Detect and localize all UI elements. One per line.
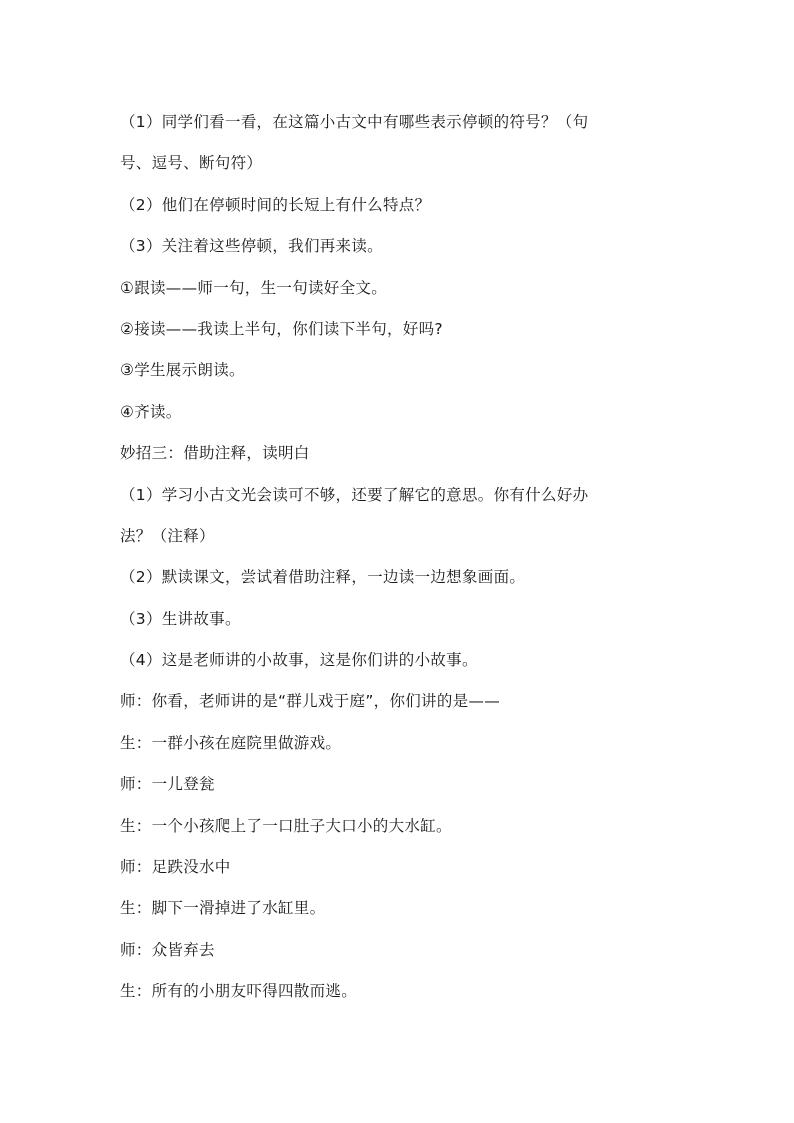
dialogue-teacher-4: 师：众皆弃去 [120, 940, 215, 959]
document-body [120, 102, 680, 1013]
dialogue-teacher-2: 师：一儿登瓮 [120, 775, 215, 794]
dialogue-teacher-1: 师：你看，老师讲的是“群儿戏于庭”，你们讲的是—— [120, 692, 501, 711]
tip-3-item-1-line-2: 法？（注释） [120, 526, 215, 545]
tip-3-item-2: （2）默读课文，尝试着借助注释，一边读一边想象画面。 [120, 568, 526, 587]
tip-3-item-4: （4）这是老师讲的小故事，这是你们讲的小故事。 [120, 651, 478, 670]
dialogue-student-4: 生：所有的小朋友吓得四散而逃。 [120, 982, 358, 1001]
question-1-line-1: （1）同学们看一看，在这篇小古文中有哪些表示停顿的符号？（句 [120, 113, 589, 131]
dialogue-student-1: 生：一群小孩在庭院里做游戏。 [120, 733, 342, 752]
question-3: （3）关注着这些停顿，我们再来读。 [120, 237, 383, 256]
question-1-line-2: 号、逗号、断句符） [120, 154, 263, 173]
question-2: （2）他们在停顿时间的长短上有什么特点？ [120, 195, 431, 214]
dialogue-teacher-3: 师：足跌没水中 [120, 858, 231, 877]
dialogue-student-3: 生：脚下一滑掉进了水缸里。 [120, 899, 326, 918]
step-relay-reading: ②接读——我读上半句，你们读下半句，好吗? [120, 319, 443, 338]
tip-3-item-3: （3）生讲故事。 [120, 609, 241, 628]
step-group-reading: ④齐读。 [120, 402, 182, 421]
dialogue-student-2: 生：一个小孩爬上了一口肚子大口小的大水缸。 [120, 816, 452, 835]
section-heading-tip-3: 妙招三：借助注释，读明白 [120, 444, 310, 463]
tip-3-item-1-line-1: （1）学习小古文光会读可不够，还要了解它的意思。你有什么好办 [120, 485, 589, 504]
step-student-reading: ③学生展示朗读。 [120, 361, 245, 380]
step-follow-reading: ①跟读——师一句，生一句读好全文。 [120, 278, 387, 297]
